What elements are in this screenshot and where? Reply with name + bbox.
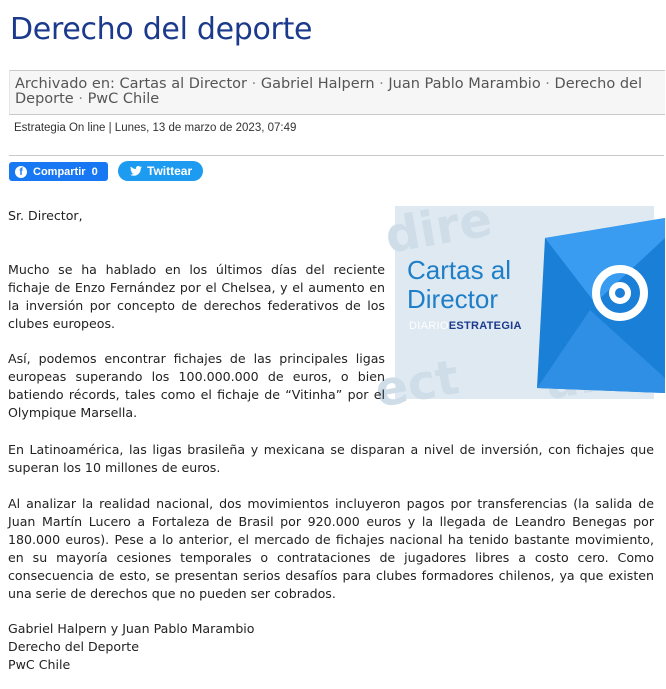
article-paragraph: Al analizar la realidad nacional, dos movimientos incluyeron pagos por transferencias (la salida de Juan Martín Lucero a Fortaleza de Brasil por 920.000 euros y la llegada de Leandro Benegas por 180.000 euros). Pese a lo anterior, el mercado de fichajes nacional ha tenido bastante movimiento, en su mayoría cesiones temporales o contrataciones de jugadores libres a costo cero. Como consecuencia de esto, se presentan serios desafíos para clubes formadores chilenos, ya que existen una serie de derechos que no pueden ser cobrados. xyxy=(8,496,654,601)
tag-link-derecho[interactable]: Derecho del Deporte xyxy=(15,76,642,107)
archive-tags xyxy=(15,77,655,107)
banner-bg-decoration: ect xyxy=(370,349,464,419)
banner-title-line: Cartas al xyxy=(407,255,512,285)
twitter-share-label: Twittear xyxy=(147,164,193,178)
tag-link-cartas[interactable]: Cartas al Director xyxy=(119,76,247,92)
brand-part: ESTRATEGIA xyxy=(448,320,522,332)
tag-link-marambio[interactable]: Juan Pablo Marambio xyxy=(388,76,541,92)
archive-label: Archivado en: xyxy=(15,76,120,92)
page-title: Derecho del deporte xyxy=(10,12,313,47)
signature-line: PwC Chile xyxy=(8,657,71,672)
tag-separator: · xyxy=(73,91,88,107)
article-paragraph: En Latinoamérica, las ligas brasileña y mexicana se disparan a nivel de inversión, con fichajes que superan los 10 millones de euros. xyxy=(8,442,654,475)
twitter-share-button[interactable] xyxy=(118,161,203,181)
envelope-at-icon xyxy=(525,218,665,393)
byline-date: | Lunes, 13 de marzo de 2023, 07:49 xyxy=(105,122,297,134)
divider xyxy=(9,155,664,156)
tag-link-pwc[interactable]: PwC Chile xyxy=(87,91,160,107)
archive-box xyxy=(9,70,665,115)
signature-line: Derecho del Deporte xyxy=(8,639,139,654)
facebook-share-count: 0 xyxy=(91,165,98,178)
brand-part: DIARIO xyxy=(409,320,449,332)
article-paragraph: Mucho se ha hablado en los últimos días del reciente fichaje de Enzo Fernández por el Chelsea, y el aumento en la inversión por concepto de derechos federativos de los clubes europeos. xyxy=(8,262,385,331)
banner-title xyxy=(407,256,511,314)
twitter-bird-icon xyxy=(130,166,142,176)
article-greeting: Sr. Director, xyxy=(8,208,83,223)
tag-separator: · xyxy=(247,76,261,92)
facebook-share-button[interactable] xyxy=(9,162,108,181)
banner-brand-logo xyxy=(409,320,522,332)
facebook-icon: f xyxy=(15,166,27,178)
byline xyxy=(14,122,296,134)
article-paragraph: Así, podemos encontrar fichajes de las principales ligas europeas superando los 100.000.000 de euros, o bien batiendo récords, tales como el fichaje de “Vitinha” por el Olympique Marsella. xyxy=(8,351,385,420)
article-signature xyxy=(8,620,255,674)
banner-bg-decoration: dire xyxy=(380,191,497,265)
facebook-share-label: Compartir xyxy=(33,165,86,178)
signature-line: Gabriel Halpern y Juan Pablo Marambio xyxy=(8,621,255,636)
banner-title-line: Director xyxy=(407,284,499,314)
byline-source: Estrategia On line xyxy=(14,122,106,134)
cartas-al-director-banner xyxy=(370,191,654,419)
tag-separator: · xyxy=(374,76,389,92)
tag-link-halpern[interactable]: Gabriel Halpern xyxy=(260,76,375,92)
tag-separator: · xyxy=(540,76,555,92)
